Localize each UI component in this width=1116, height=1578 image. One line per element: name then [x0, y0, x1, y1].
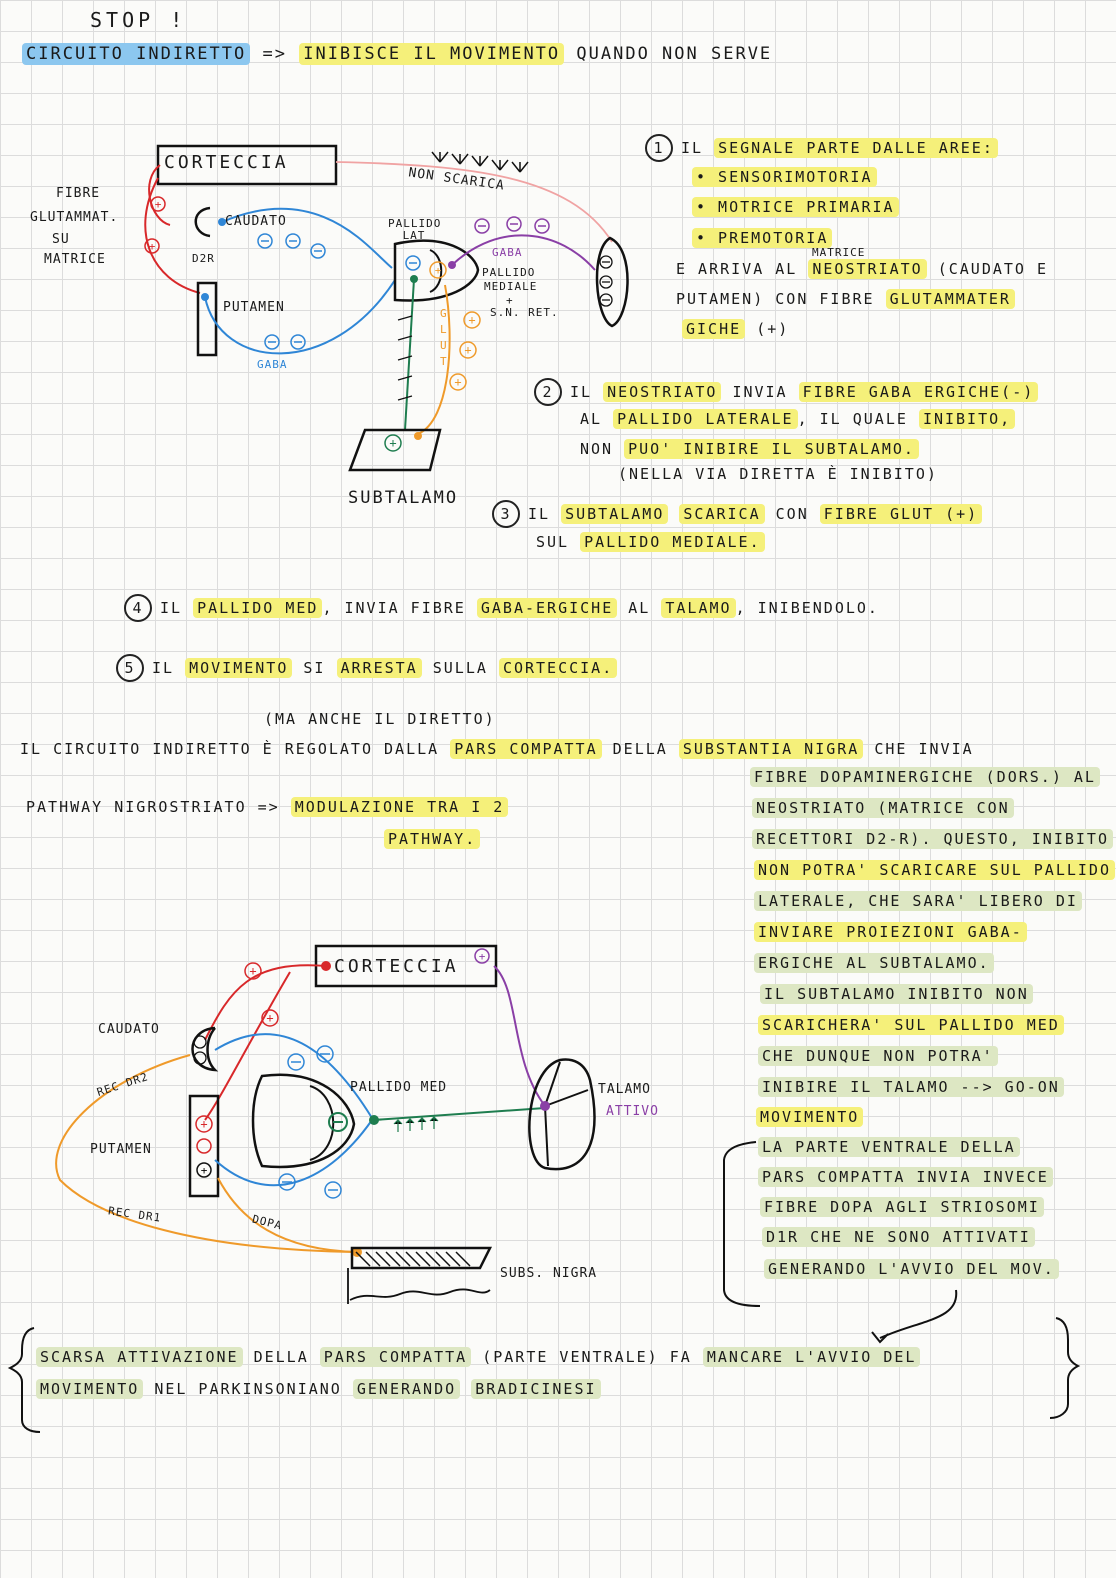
svg-text:+: + [454, 375, 462, 389]
plus-sign: + [478, 950, 486, 963]
pathway-label-2: PATHWAY. [384, 830, 480, 848]
subs-nigra-hatch [356, 1252, 470, 1266]
putamen-shape-2 [190, 1096, 218, 1196]
corteccia-label-2: CORTECCIA [334, 956, 459, 977]
putamen-label-1: PUTAMEN [223, 300, 285, 315]
glut-label: GLUT [440, 307, 448, 368]
pallido-shape-2 [253, 1075, 354, 1167]
plus-sign: + [200, 1164, 208, 1177]
conclusion-line-1: SCARSA ATTIVAZIONE DELLA PARS COMPATTA (PARTE VENTRALE) FA MANCARE L'AVVIO DEL [36, 1348, 920, 1366]
green-arrows-2 [394, 1117, 438, 1132]
right-line-8: IL SUBTALAMO INIBITO NON [760, 985, 1033, 1003]
title-circuito-indiretto: CIRCUITO INDIRETTO [22, 43, 250, 65]
step-3-line-1: 3 IL SUBTALAMO SCARICA CON FIBRE GLUT (+) [492, 500, 982, 528]
right-line-1: FIBRE DOPAMINERGICHE (DORS.) AL [750, 768, 1100, 786]
blue-fibre-2b [215, 1120, 372, 1185]
pallido-mediale-line4: S.N. RET. [490, 306, 559, 319]
step-5: 5 IL MOVIMENTO SI ARRESTA SULLA CORTECCIA. [116, 654, 617, 682]
step-1-line-4: GICHE (+) [682, 320, 789, 338]
svg-text:+: + [468, 313, 476, 327]
right-brace [1050, 1318, 1078, 1418]
plus-sign: + [200, 1117, 208, 1131]
step-2-line-1: 2 IL NEOSTRIATO INVIA FIBRE GABA ERGICHE(-) [534, 378, 1038, 406]
subs-nigra-wave [348, 1268, 490, 1304]
glutammat-label: GLUTAMMAT. [30, 210, 119, 225]
step-1-segnale: SEGNALE PARTE DALLE AREE: [714, 138, 998, 158]
stop-label: STOP ! [90, 8, 187, 32]
step-1-item-1: • SENSORIMOTORIA [692, 168, 877, 186]
svg-text:+: + [464, 343, 472, 357]
green-fibre-2 [374, 1108, 545, 1120]
step-3-line-2: SUL PALLIDO MEDIALE. [536, 533, 765, 551]
right-bracket-curve [724, 1142, 760, 1306]
right-line-7: ERGICHE AL SUBTALAMO. [754, 954, 994, 972]
step-1-matrice-note: MATRICE [812, 246, 866, 259]
right-line-3: RECETTORI D2-R). QUESTO, INIBITO [752, 830, 1113, 848]
pallido-lat-label: PALLIDO LAT [388, 217, 442, 242]
gaba-label-top: GABA [492, 246, 523, 259]
down-arrow [872, 1290, 956, 1342]
orange-fibre-dr1 [218, 1178, 357, 1252]
step-1-line-2: E ARRIVA AL NEOSTRIATO (CAUDATO E [676, 260, 1049, 278]
corteccia-label-1: CORTECCIA [164, 152, 289, 173]
minus-circle [194, 1036, 206, 1048]
pathway-label: PATHWAY NIGROSTRIATO => MODULAZIONE TRA I 2 [26, 798, 508, 816]
talamo-lines [545, 1062, 588, 1166]
step-4: 4 IL PALLIDO MED , INVIA FIBRE GABA-ERGICHE AL TALAMO , INIBENDOLO. [124, 594, 879, 622]
right-line-6: INVIARE PROIEZIONI GABA- [754, 923, 1027, 941]
step-1-item-2: • MOTRICE PRIMARIA [692, 198, 899, 216]
title-tail: QUANDO NON SERVE [576, 44, 773, 64]
matrice-label: MATRICE [44, 252, 106, 267]
right-line-11: INIBIRE IL TALAMO --> GO-ON [758, 1078, 1064, 1096]
right-line-14: PARS COMPATTA INVIA INVECE [758, 1168, 1053, 1186]
step-2-line-3: NON PUO' INIBIRE IL SUBTALAMO. [580, 440, 919, 458]
su-label: SU [52, 232, 70, 247]
step-1-number: 1 [645, 134, 673, 162]
right-line-5: LATERALE, CHE SARA' LIBERO DI [754, 892, 1082, 910]
plus-sign: + [389, 436, 397, 450]
right-line-10: CHE DUNQUE NON POTRA' [758, 1047, 998, 1065]
conclusion-line-2: MOVIMENTO NEL PARKINSONIANO GENERANDO BRADICINESI [36, 1380, 601, 1398]
pallido-mediale-line1: PALLIDO [482, 266, 536, 279]
anche-diretto-note: (MA ANCHE IL DIRETTO) [264, 710, 496, 728]
talamo-dot [540, 1101, 550, 1111]
right-line-9: SCARICHERA' SUL PALLIDO MED [758, 1016, 1064, 1034]
plus-sign: + [148, 240, 156, 253]
attivo-label: ATTIVO [606, 1104, 659, 1119]
putamen-label-2: PUTAMEN [90, 1142, 152, 1157]
rec-dr1-label: REC DR1 [107, 1204, 163, 1225]
title-arrow: => [262, 44, 287, 64]
step-1-il: IL [681, 139, 704, 157]
plus-sign: + [266, 1011, 274, 1025]
step-2-note: (NELLA VIA DIRETTA È INIBITO) [618, 465, 938, 483]
talamo-label: TALAMO [598, 1082, 651, 1097]
right-line-13: LA PARTE VENTRALE DELLA [758, 1138, 1020, 1156]
right-line-15: FIBRE DOPA AGLI STRIOSOMI [760, 1198, 1044, 1216]
dopa-label: DOPA [250, 1212, 284, 1233]
step-2-line-2: AL PALLIDO LATERALE , IL QUALE INIBITO, [580, 410, 1015, 428]
subs-nigra-label: SUBS. NIGRA [500, 1266, 598, 1281]
minus-circles-blue-2 [279, 1046, 341, 1198]
pallido-med-label-2: PALLIDO MED [350, 1080, 448, 1095]
right-line-12: MOVIMENTO [756, 1108, 863, 1126]
right-line-2: NEOSTRIATO (MATRICE CON [752, 799, 1014, 817]
plus-sign: + [154, 198, 162, 211]
minus-circle [197, 1139, 211, 1153]
subtalamo-label: SUBTALAMO [348, 488, 459, 508]
regulation-line: IL CIRCUITO INDIRETTO È REGOLATO DALLA PARS COMPATTA DELLA SUBSTANTIA NIGRA CHE INVIA [20, 740, 974, 758]
fibre-label: FIBRE [56, 186, 101, 201]
gaba-label-bottom: GABA [257, 358, 288, 371]
red-fibre-2a [205, 965, 326, 1040]
plus-sign: + [434, 264, 442, 277]
caudato-shape-2 [193, 1028, 216, 1070]
right-line-4: NON POTRA' SCARICARE SUL PALLIDO [754, 861, 1115, 879]
caudato-label-1: CAUDATO [225, 214, 287, 229]
d2r-label: D2R [192, 252, 215, 265]
right-line-16: D1R CHE NE SONO ATTIVATI [762, 1228, 1035, 1246]
pallido-mediale-line3: + [506, 294, 514, 307]
step-1-line-3: PUTAMEN) CON FIBRE GLUTAMMATER [676, 290, 1015, 308]
title-inibisce: INIBISCE IL MOVIMENTO [299, 43, 564, 65]
step-1-item-3: • PREMOTORIA [692, 229, 832, 247]
talamo-shape-2 [529, 1060, 594, 1170]
right-line-17: GENERANDO L'AVVIO DEL MOV. [764, 1260, 1059, 1278]
rec-dr2-label: REC DR2 [95, 1070, 151, 1099]
caudato-label-2: CAUDATO [98, 1022, 160, 1037]
non-scarica-label: NON SCARICA [407, 165, 506, 194]
pallido-mediale-line2: MEDIALE [484, 280, 538, 293]
plus-sign: + [249, 964, 257, 978]
